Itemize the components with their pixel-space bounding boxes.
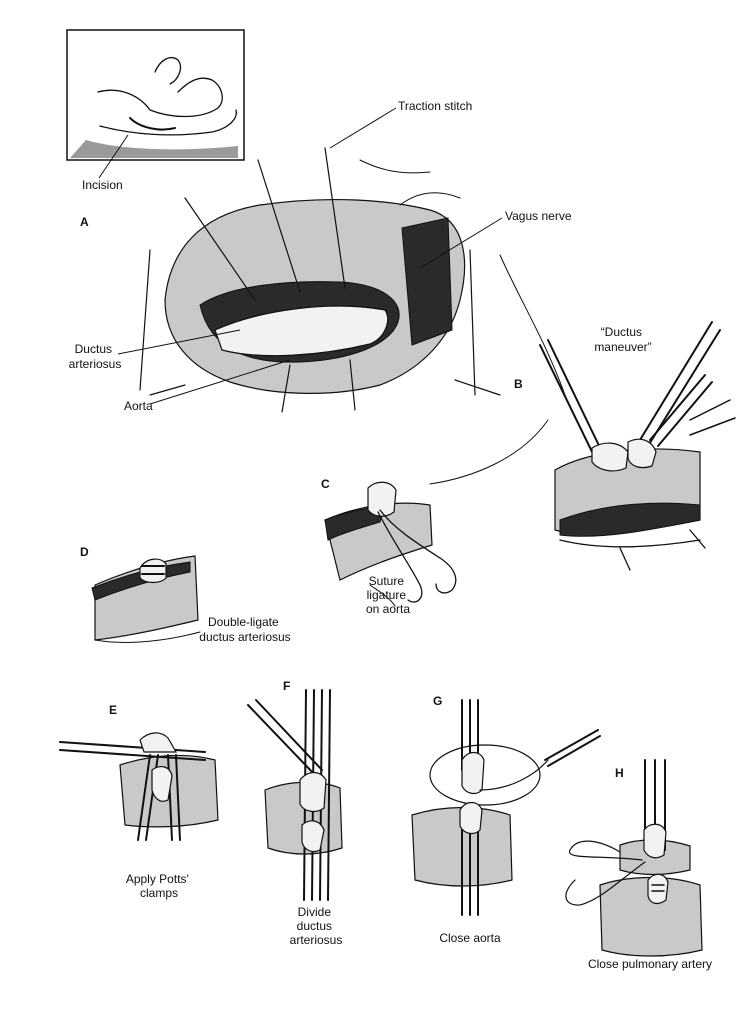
leader-traction-stitch [330, 108, 396, 148]
inset-infant-illustration [67, 30, 244, 160]
panel-label-d: D [80, 545, 89, 559]
panel-label-b: B [514, 377, 523, 391]
label-close-pulmonary-artery: Close pulmonary artery [587, 957, 713, 971]
label-aorta: Aorta [124, 399, 153, 413]
panel-e-illustration [60, 733, 218, 840]
panel-label-a: A [80, 215, 89, 229]
panel-label-c: C [321, 477, 330, 491]
panel-d-illustration [92, 556, 200, 642]
panel-h-illustration [566, 760, 702, 956]
label-ductus-arteriosus: Ductus arteriosus [68, 342, 122, 371]
panel-f-illustration [248, 690, 342, 900]
label-double-ligate: Double-ligate ductus arteriosus [199, 615, 291, 644]
panel-label-f: F [283, 679, 291, 693]
label-incision: Incision [82, 178, 123, 192]
label-vagus-nerve: Vagus nerve [505, 209, 572, 223]
label-ductus-maneuver: “Ductus maneuver” [594, 325, 652, 354]
panel-label-e: E [109, 703, 118, 717]
panel-label-g: G [433, 694, 443, 708]
panel-label-h: H [615, 766, 624, 780]
label-traction-stitch: Traction stitch [398, 99, 473, 113]
panel-a-illustration [140, 148, 500, 412]
label-divide-ductus: Divide ductus arteriosus [289, 905, 343, 947]
label-apply-potts-clamps: Apply Potts' clamps [125, 872, 189, 900]
panel-b-illustration [430, 255, 735, 570]
label-suture-ligature: Suture ligature on aorta [365, 574, 411, 616]
label-close-aorta: Close aorta [439, 931, 501, 945]
